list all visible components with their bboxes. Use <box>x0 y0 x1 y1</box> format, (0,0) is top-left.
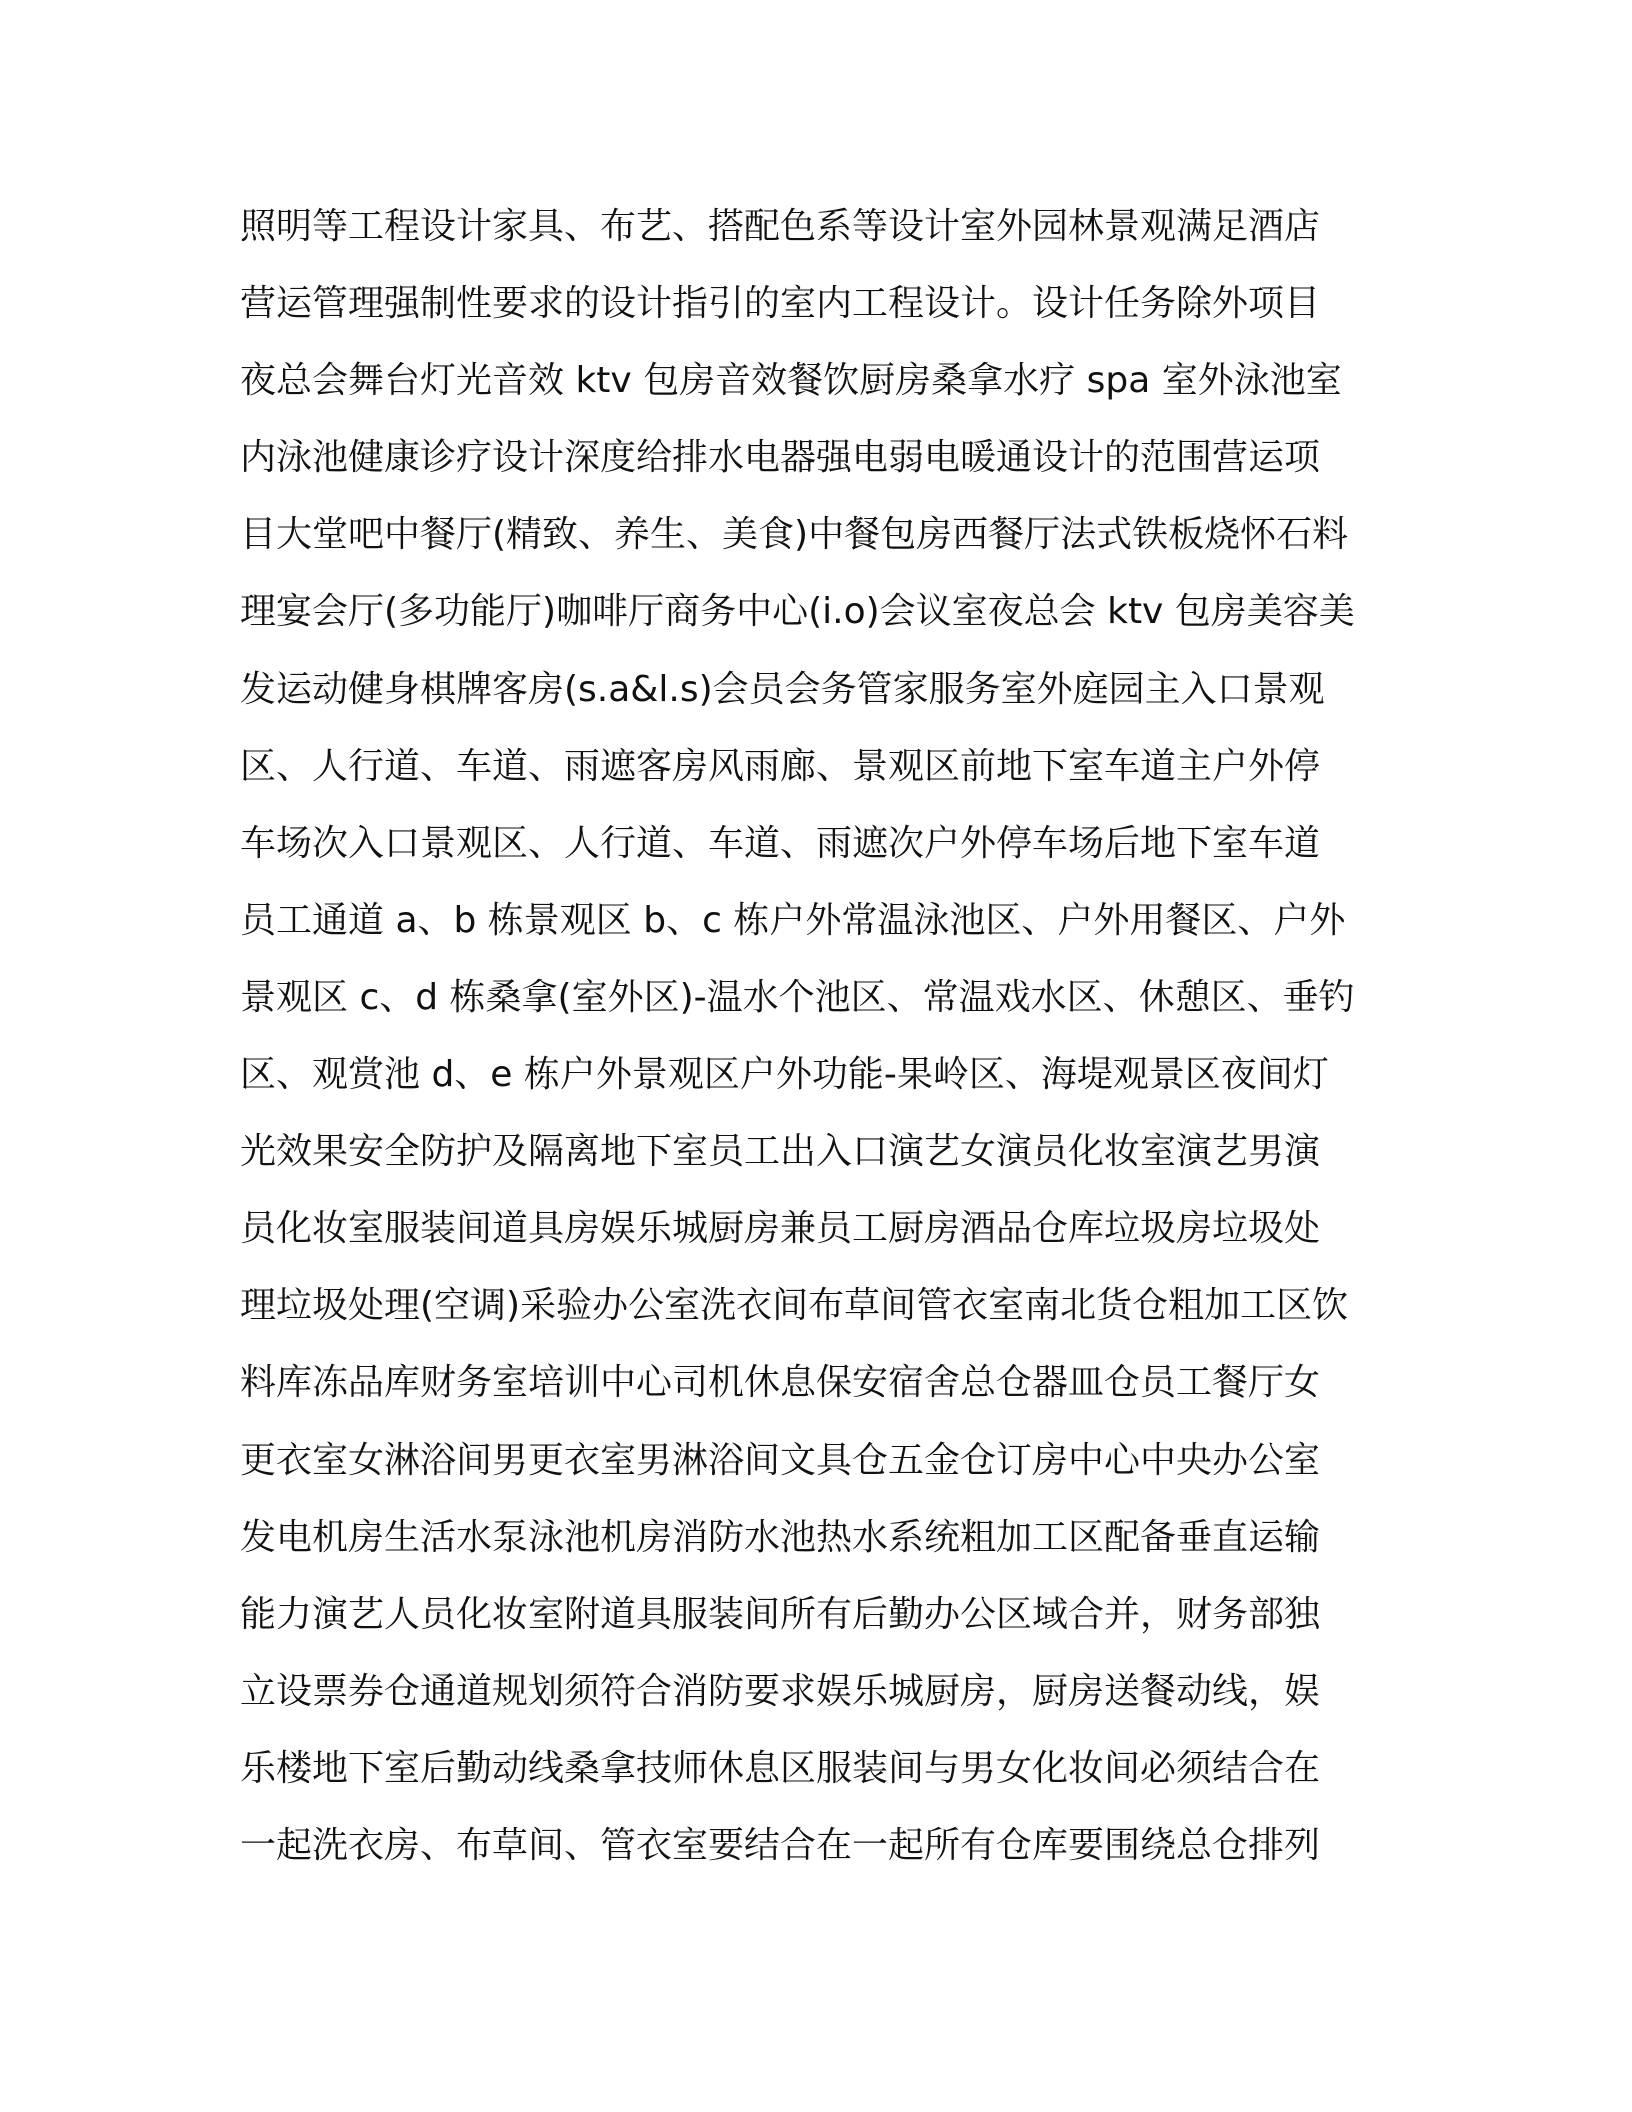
text-line: 员工通道 a、b 栋景观区 b、c 栋户外常温泳池区、户外用餐区、户外 <box>240 899 1346 941</box>
text-line: 景观区 c、d 栋桑拿(室外区)-温水个池区、常温戏水区、休憩区、垂钓 <box>240 976 1355 1018</box>
text-line: 理垃圾处理(空调)采验办公室洗衣间布草间管衣室南北货仓粗加工区饮 <box>240 1285 1349 1327</box>
text-line: 目大堂吧中餐厅(精致、养生、美食)中餐包房西餐厅法式铁板烧怀石料 <box>240 514 1349 556</box>
text-line: 内泳池健康诊疗设计深度给排水电器强电弱电暖通设计的范围营运项 <box>240 437 1321 479</box>
text-line: 立设票券仓通道规划须符合消防要求娱乐城厨房，厨房送餐动线，娱 <box>240 1670 1321 1712</box>
text-line: 理宴会厅(多功能厅)咖啡厅商务中心(i.o)会议室夜总会 ktv 包房美容美 <box>240 591 1355 633</box>
text-line: 一起洗衣房、布草间、管衣室要结合在一起所有仓库要围绕总仓排列 <box>240 1824 1321 1866</box>
text-line: 夜总会舞台灯光音效 ktv 包房音效餐饮厨房桑拿水疗 spa 室外泳池室 <box>240 360 1342 402</box>
text-line: 员化妆室服装间道具房娱乐城厨房兼员工厨房酒品仓库垃圾房垃圾处 <box>240 1208 1321 1250</box>
body-text <box>240 188 1400 1884</box>
text-line: 更衣室女淋浴间男更衣室男淋浴间文具仓五金仓订房中心中央办公室 <box>240 1439 1321 1481</box>
text-line: 乐楼地下室后勤动线桑拿技师休息区服装间与男女化妆间必须结合在 <box>240 1747 1321 1789</box>
text-line: 车场次入口景观区、人行道、车道、雨遮次户外停车场后地下室车道 <box>240 822 1321 864</box>
text-line: 发运动健身棋牌客房(s.a&l.s)会员会务管家服务室外庭园主入口景观 <box>240 668 1325 710</box>
text-line: 区、人行道、车道、雨遮客房风雨廊、景观区前地下室车道主户外停 <box>240 745 1321 787</box>
text-line: 料库冻品库财务室培训中心司机休息保安宿舍总仓器皿仓员工餐厅女 <box>240 1362 1321 1404</box>
text-line: 营运管理强制性要求的设计指引的室内工程设计。设计任务除外项目 <box>240 283 1321 325</box>
text-line: 区、观赏池 d、e 栋户外景观区户外功能-果岭区、海堤观景区夜间灯 <box>240 1054 1329 1096</box>
text-line: 发电机房生活水泵泳池机房消防水池热水系统粗加工区配备垂直运输 <box>240 1516 1321 1558</box>
text-line: 能力演艺人员化妆室附道具服装间所有后勤办公区域合并，财务部独 <box>240 1593 1321 1635</box>
text-line: 光效果安全防护及隔离地下室员工出入口演艺女演员化妆室演艺男演 <box>240 1131 1321 1173</box>
text-line: 照明等工程设计家具、布艺、搭配色系等设计室外园林景观满足酒店 <box>240 206 1321 247</box>
